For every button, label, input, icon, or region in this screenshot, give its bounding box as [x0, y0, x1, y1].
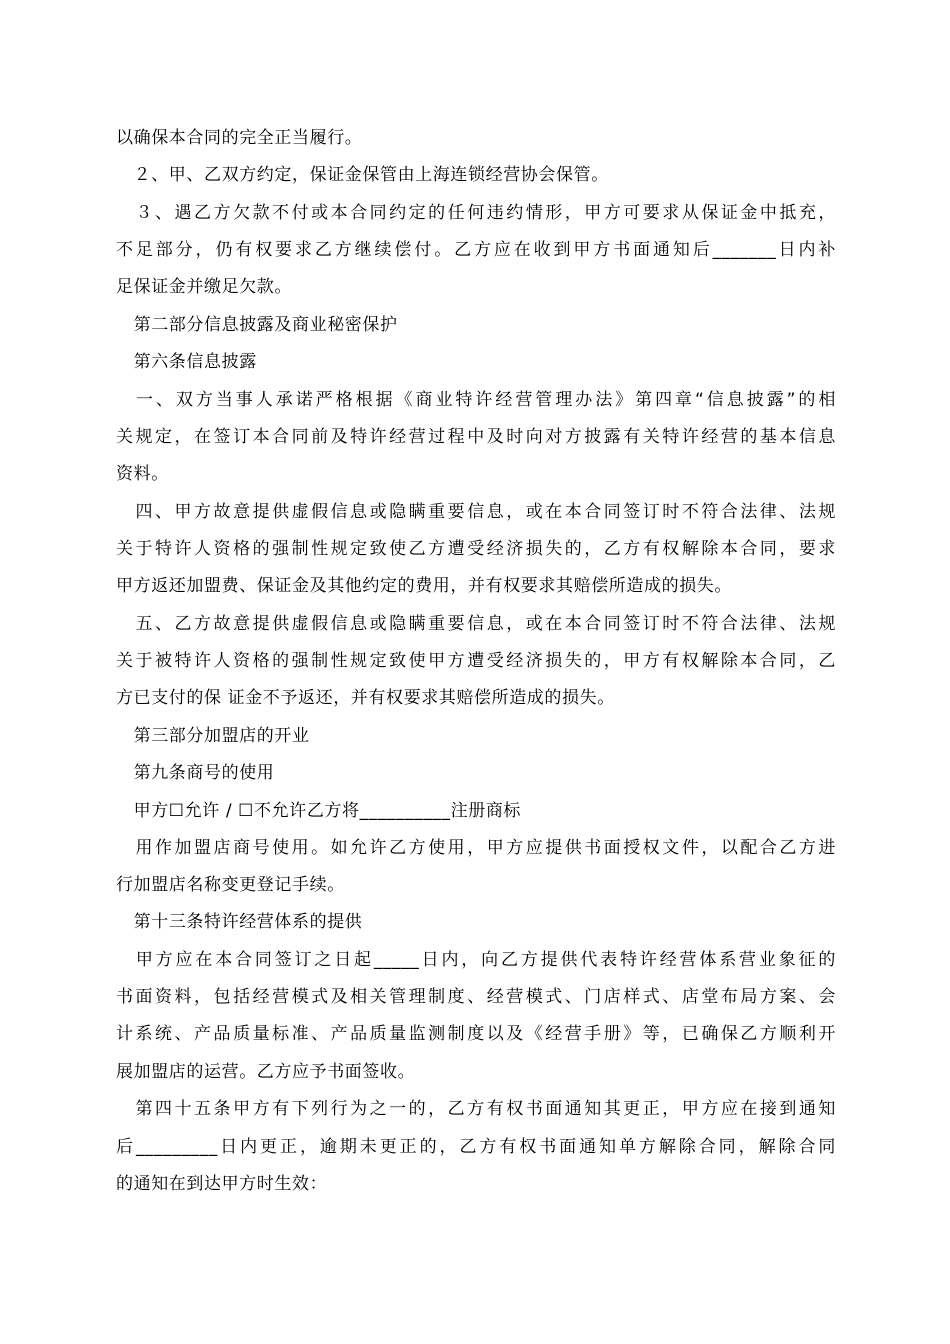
- text-line: 关规定，在签订本合同前及特许经营过程中及时向对方披露有关特许经营的基本信息: [116, 427, 836, 447]
- text-line: 资料。: [116, 464, 169, 484]
- text-line: 不足部分，仍有权要求乙方继续偿付。乙方应在收到甲方书面通知后_______日内补: [116, 240, 836, 260]
- text-line: 关于特许人资格的强制性规定致使乙方遭受经济损失的，乙方有权解除本合同，要求: [116, 539, 836, 559]
- article-heading: 第十三条特许经营体系的提供: [116, 912, 363, 932]
- text-line: 足保证金并缴足欠款。: [116, 277, 292, 297]
- text-line: 行加盟店名称变更登记手续。: [116, 875, 345, 895]
- text-line: 第四十五条甲方有下列行为之一的，乙方有权书面通知其更正，甲方应在接到通知: [116, 1099, 836, 1119]
- text-line: 一、双方当事人承诺严格根据《商业特许经营管理办法》第四章“信息披露”的相: [116, 390, 836, 410]
- text-line: 计系统、产品质量标准、产品质量监测制度以及《经营手册》等，已确保乙方顺利开: [116, 1024, 836, 1044]
- text-line: 的通知在到达甲方时生效：: [116, 1174, 328, 1194]
- text-line: 甲方☐允许 / ☐不允许乙方将__________注册商标: [116, 801, 522, 821]
- text-line: 五、乙方故意提供虚假信息或隐瞒重要信息，或在本合同签订时不符合法律、法规: [116, 614, 836, 634]
- text-line: 展加盟店的运营。乙方应予书面签收。: [116, 1062, 416, 1082]
- text-line: ３、遇乙方欠款不付或本合同约定的任何违约情形，甲方可要求从保证金中抵充，: [116, 203, 836, 223]
- text-line: 后_________日内更正，逾期未更正的，乙方有权书面通知单方解除合同，解除合同: [116, 1137, 836, 1157]
- text-line: 关于被特许人资格的强制性规定致使甲方遭受经济损失的，甲方有权解除本合同，乙: [116, 651, 836, 671]
- text-line: ２、甲、乙双方约定，保证金保管由上海连锁经营协会保管。: [116, 165, 609, 185]
- article-heading: 第九条商号的使用: [116, 763, 275, 783]
- section-heading: 第二部分信息披露及商业秘密保护: [116, 315, 398, 335]
- text-line: 书面资料，包括经营模式及相关管理制度、经营模式、门店样式、店堂布局方案、会: [116, 987, 836, 1007]
- article-heading: 第六条信息披露: [116, 352, 257, 372]
- text-line: 甲方返还加盟费、保证金及其他约定的费用，并有权要求其赔偿所造成的损失。: [116, 576, 732, 596]
- text-line: 四、甲方故意提供虚假信息或隐瞒重要信息，或在本合同签订时不符合法律、法规: [116, 502, 836, 522]
- section-heading: 第三部分加盟店的开业: [116, 726, 310, 746]
- text-line: 以确保本合同的完全正当履行。: [116, 128, 363, 148]
- text-line: 方已支付的保 证金不予返还，并有权要求其赔偿所造成的损失。: [116, 688, 615, 708]
- text-line: 甲方应在本合同签订之日起_____日内，向乙方提供代表特许经营体系营业象征的: [116, 950, 836, 970]
- text-line: 用作加盟店商号使用。如允许乙方使用，甲方应提供书面授权文件，以配合乙方进: [116, 838, 836, 858]
